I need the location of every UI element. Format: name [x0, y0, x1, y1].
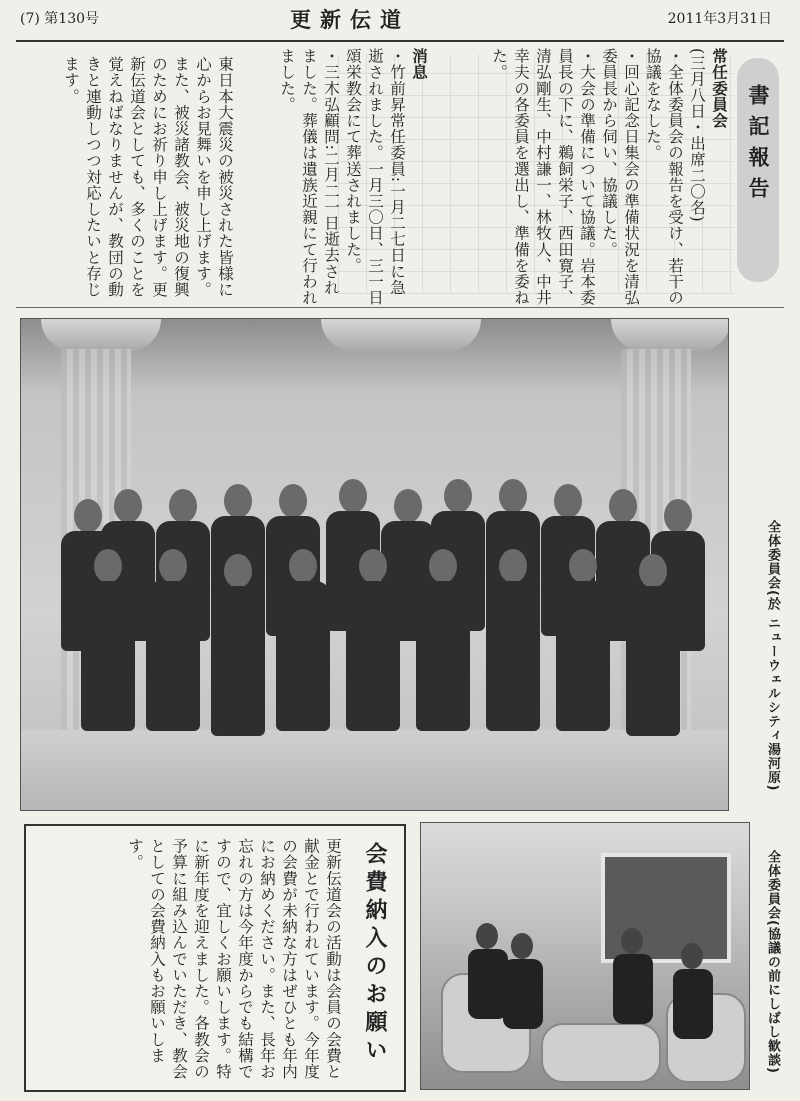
person — [681, 943, 713, 1039]
person-seated — [556, 549, 610, 731]
person-seated — [346, 549, 400, 731]
standing-committee-section — [435, 48, 730, 310]
chandelier-center — [321, 319, 481, 351]
membership-fee-notice — [24, 824, 406, 1092]
standing-item-3: ・大会の準備について協議。岩本委員長の下に、鵜飼栄子、西田寛子、清弘剛生、中村謙一、林牧人、中井幸夫の各委員を選出し、準備を委ねた。 — [490, 48, 596, 306]
standing-item-1: ・全体委員会の報告を受け、若干の協議をなした。 — [644, 48, 684, 306]
chandelier-right — [611, 319, 729, 351]
person — [621, 928, 653, 1024]
obituary-heading: 消息 — [410, 48, 429, 81]
lounge-photo-caption: 全体委員会(協議の前にしばし歓談) — [765, 850, 780, 1074]
group-people — [61, 479, 721, 729]
page-number: (7) 第130号 — [20, 11, 100, 27]
page-header — [0, 0, 800, 40]
chandelier-left — [41, 319, 161, 351]
person-seated — [211, 554, 265, 736]
standing-committee-sub: (三月八日・出席二〇名) — [688, 48, 706, 223]
earthquake-message — [18, 56, 236, 306]
earthquake-message-text: 東日本大震災の被災された皆様に心からお見舞いを申し上げます。また、被災諸教会、被災地の復興のためにお祈り申し上げます。更新伝道会としても、多くのことを覚えねばなりませんが、教団の動きと連動しつつ対応したいと存じます。 — [62, 56, 234, 298]
section-tab-label: 書記報告 — [746, 84, 770, 208]
sofa — [541, 1023, 661, 1083]
obituary-item-1: ・竹前昇常任委員:一月二七日に急逝されました。一月三〇日、三一日頌栄教会にて葬送されました。 — [344, 48, 406, 306]
group-photo — [20, 318, 729, 811]
lounge-photo — [420, 822, 750, 1090]
section-tab-secretary-report — [737, 58, 779, 282]
secretary-report-article — [250, 48, 730, 310]
standing-item-2: ・回心記念日集会の準備状況を清弘委員長から伺い、協議した。 — [600, 48, 640, 306]
floor — [21, 730, 728, 810]
group-photo-caption: 全体委員会(於 ニューウェルシティ湯河原) — [765, 520, 780, 792]
obituary-section — [250, 48, 430, 310]
person — [511, 933, 543, 1029]
header-rule — [16, 40, 784, 42]
person-seated — [626, 554, 680, 736]
person-seated — [486, 549, 540, 731]
section-divider — [16, 307, 784, 308]
issue-date: 2011年3月31日 — [667, 11, 772, 27]
person-seated — [276, 549, 330, 731]
obituary-item-2: ・三木弘顧問:二月二一日逝去されました。葬儀は遺族近親にて行われました。 — [278, 48, 340, 306]
fee-notice-body: 更新伝道会の活動は会員の会費と献金とで行われています。今年度の会費が未納な方はぜひとも年内にお納めください。また、長年お忘れの方は今年度からでも結構ですので、宜しくお願いします。特に新年度を迎えました。各教会の予算に組み込んでいただき、教会としての会費納入もお願いします。 — [126, 838, 342, 1080]
person-seated — [416, 549, 470, 731]
standing-committee-heading: 常任委員会 — [710, 48, 729, 129]
newsletter-title: 更新伝道 — [290, 7, 410, 32]
fee-notice-title: 会費納入のお願い — [362, 842, 387, 1066]
person-seated — [81, 549, 135, 731]
person-seated — [146, 549, 200, 731]
